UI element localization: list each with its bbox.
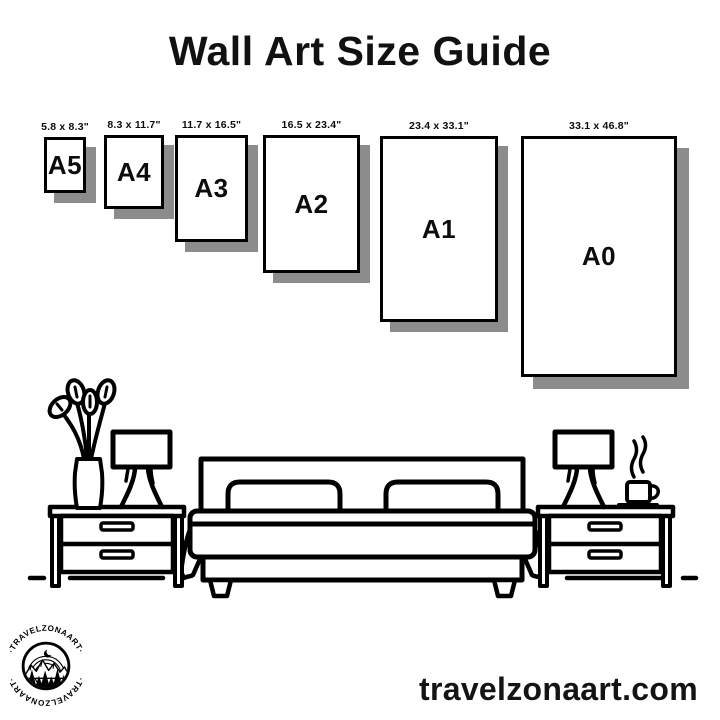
size-name-a0: A0 xyxy=(581,241,617,271)
table-lamp-right-icon xyxy=(555,432,612,507)
size-name-a2: A2 xyxy=(294,188,329,219)
size-frame-a4 xyxy=(104,119,164,209)
table-lamp-left-icon xyxy=(113,432,170,507)
size-name-a4: A4 xyxy=(116,156,152,187)
size-frame-a1 xyxy=(380,120,498,322)
size-frame-a2 xyxy=(263,119,360,273)
website-url: travelzonaart.com xyxy=(419,671,698,707)
nightstand-left-icon xyxy=(50,507,184,586)
size-dimensions-a0: 33.1 x 46.8" xyxy=(569,120,629,132)
size-dimensions-a3: 11.7 x 16.5" xyxy=(181,119,242,131)
bedroom-illustration xyxy=(0,375,720,620)
page-title: Wall Art Size Guide xyxy=(168,28,552,74)
size-dimensions-a2: 16.5 x 23.4" xyxy=(281,119,342,131)
brand-logo xyxy=(2,622,90,710)
double-bed-icon xyxy=(181,459,544,596)
logo-text-bottom: ·TRAVELZONAART· xyxy=(6,676,86,708)
size-name-a5: A5 xyxy=(47,149,83,180)
size-name-a3: A3 xyxy=(194,173,229,203)
size-dimensions-a1: 23.4 x 33.1" xyxy=(409,120,469,132)
size-frame-a3 xyxy=(175,119,248,242)
size-name-a1: A1 xyxy=(421,213,457,244)
coffee-cup-icon xyxy=(619,437,658,505)
potted-plant-icon xyxy=(46,378,118,508)
logo-text-top: ·TRAVELZONAART· xyxy=(6,623,86,655)
size-dimensions-a5: 5.8 x 8.3" xyxy=(41,121,89,133)
nightstand-right-icon xyxy=(538,507,673,586)
size-frame-a5 xyxy=(41,121,89,193)
size-dimensions-a4: 8.3 x 11.7" xyxy=(107,119,161,131)
size-frame-a0 xyxy=(521,120,677,377)
